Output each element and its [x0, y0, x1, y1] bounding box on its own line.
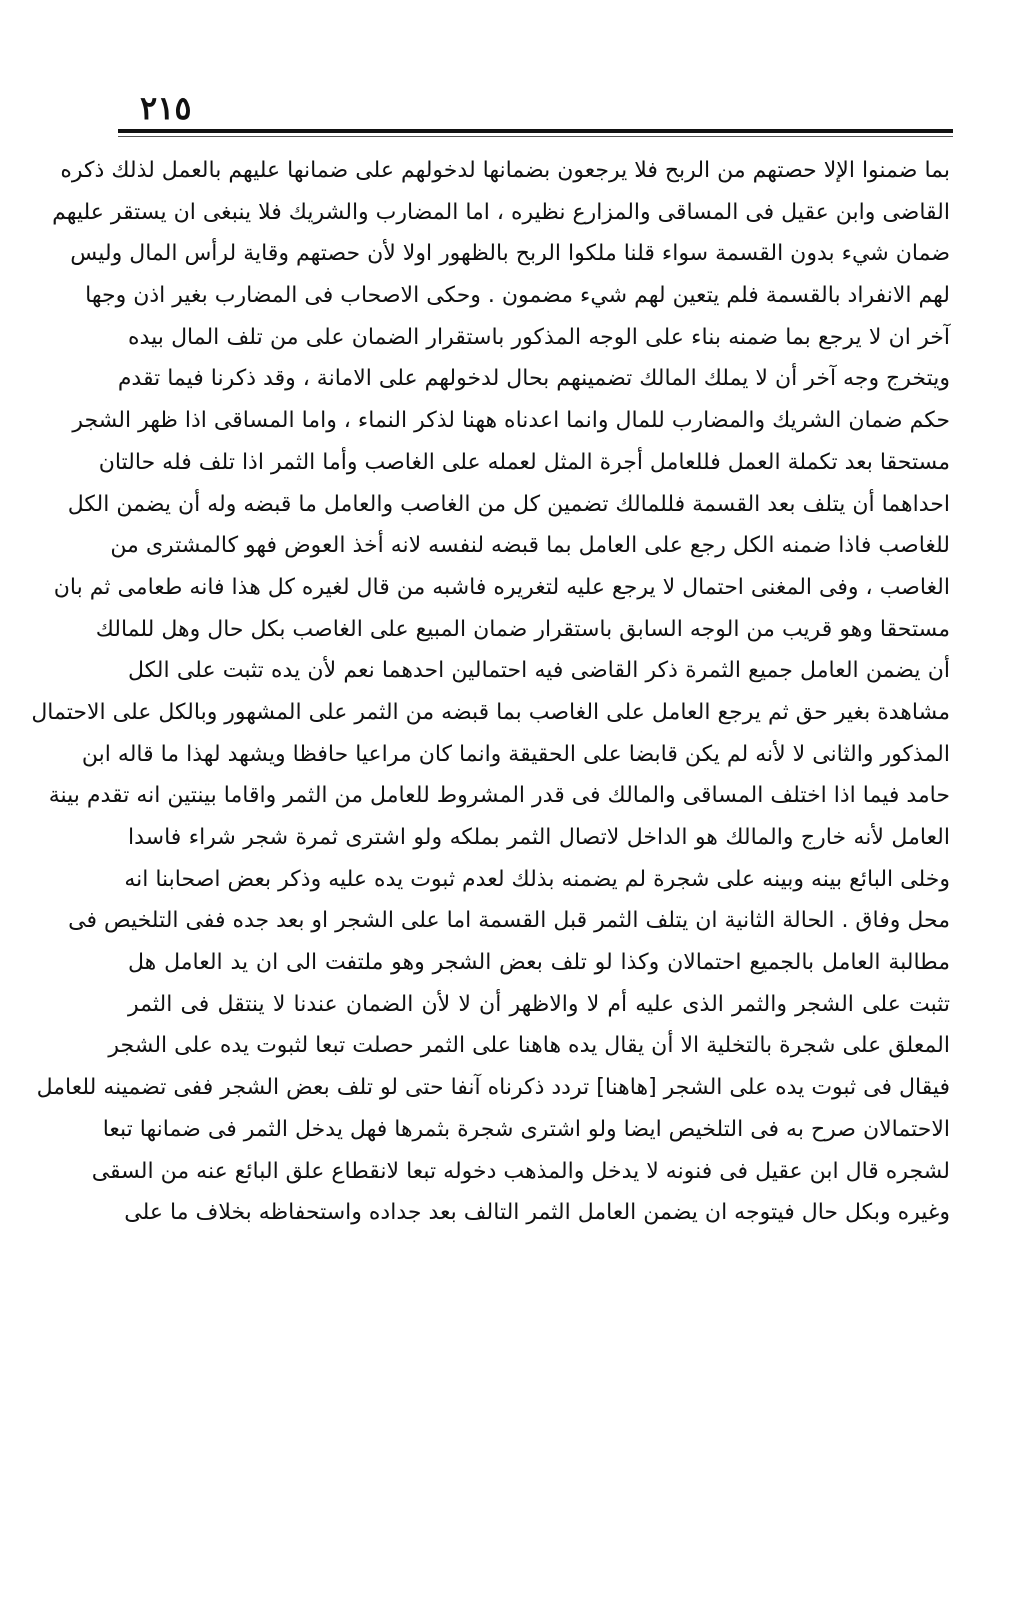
text-line: للغاصب فاذا ضمنه الكل رجع على العامل بما قبضه لنفسه لانه أخذ العوض فهو كالمشترى من: [110, 533, 950, 559]
text-line: المذكور والثانى لا لأنه لم يكن قابضا على الحقيقة وانما كان مراعيا حافظا ويشهد لهذا ما قاله ابن: [81, 741, 950, 767]
body-text: [31, 150, 950, 1234]
header-rule: [118, 129, 953, 133]
text-line: محل وفاق . الحالة الثانية ان يتلف الثمر قبل القسمة اما على الشجر او بعد جده ففى التلخيص فى: [68, 908, 950, 934]
text-line: الغاصب ، وفى المغنى احتمال لا يرجع عليه لتغريره فاشبه من قال لغيره كل هذا فانه طعامى ثم بان: [53, 574, 950, 600]
text-line: أن يضمن العامل جميع الثمرة ذكر القاضى فيه احتمالين احدهما نعم لأن يده تثبت على الكل: [128, 658, 950, 684]
text-line: مطالبة العامل بالجميع احتمالان وكذا لو تلف بعض الشجر وهو ملتفت الى ان يد العامل هل: [128, 950, 950, 976]
text-line: ضمان شيء بدون القسمة سواء قلنا ملكوا الربح بالظهور اولا لأن حصتهم وقاية لرأس المال وليس: [70, 241, 950, 267]
header-rule-thin: [118, 136, 953, 137]
text-line: تثبت على الشجر والثمر الذى عليه أم لا والاظهر أن لا لأن الضمان عندنا لا ينتقل فى الثمر: [128, 991, 950, 1017]
text-line: العامل لأنه خارج والمالك هو الداخل لاتصال الثمر بملكه ولو اشترى ثمرة شجر شراء فاسدا: [128, 825, 950, 850]
text-line: المعلق على شجرة بالتخلية الا أن يقال يده هاهنا على الثمر حصلت تبعا لثبوت يده على الشجر: [108, 1033, 950, 1059]
text-line: ويتخرج وجه آخر أن لا يملك المالك تضمينهم بحال لدخولهم على الامانة ، وقد ذكرنا فيما تقدم: [117, 366, 950, 392]
text-line: مستحقا وهو قريب من الوجه السابق باستقرار ضمان المبيع على الغاصب بكل حال وهل للمالك: [95, 616, 950, 642]
text-line: الاحتمالان صرح به فى التلخيص ايضا ولو اشترى شجرة بثمرها فهل يدخل الثمر فى ضمانها تبعا: [102, 1116, 950, 1142]
text-line: مشاهدة بغير حق ثم يرجع العامل على الغاصب بما قبضه من الثمر على المشهور وبالكل على الاحتمال: [31, 699, 950, 725]
text-line: لهم الانفراد بالقسمة فلم يتعين لهم شيء مضمون . وحكى الاصحاب فى المضارب بغير اذن وجها: [85, 283, 950, 309]
text-line: احداهما أن يتلف بعد القسمة فللمالك تضمين كل من الغاصب والعامل ما قبضه وله أن يضمن الكل: [67, 491, 950, 517]
text-line: القاضى وابن عقيل فى المساقى والمزارع نظيره ، اما المضارب والشريك فلا ينبغى ان يستقر عليهم: [52, 199, 950, 225]
text-line: بما ضمنوا الإلا حصتهم من الربح فلا يرجعون بضمانها لدخولهم على ضمانها عليهم بالعمل لذلك ذكره: [60, 158, 950, 183]
text-line: وغيره وبكل حال فيتوجه ان يضمن العامل الثمر التالف بعد جداده واستحفاظه بخلاف ما على: [124, 1200, 950, 1226]
text-line: حكم ضمان الشريك والمضارب للمال وانما اعدناه ههنا لذكر النماء ، واما المساقى اذا ظهر الشجر: [72, 408, 950, 434]
text-line: وخلى البائع بينه وبينه على شجرة لم يضمنه بذلك لعدم ثبوت يده عليه وذكر بعض اصحابنا انه: [124, 866, 950, 892]
text-line: فيقال فى ثبوت يده على الشجر [هاهنا] تردد ذكرناه آنفا حتى لو تلف بعض الشجر ففى تضمينه للعامل: [36, 1075, 950, 1101]
text-line: حامد فيما اذا اختلف المساقى والمالك فى قدر المشروط للعامل من الثمر واقاما بينتين انه تقدم بينة: [48, 783, 950, 809]
text-line: لشجره قال ابن عقيل فى فنونه لا يدخل والمذهب دخوله تبعا لانقطاع علق البائع عنه من السقى: [91, 1158, 950, 1184]
text-line: مستحقا بعد تكملة العمل فللعامل أجرة المثل لعمله على الغاصب وأما الثمر اذا تلف فله حالتان: [98, 449, 950, 475]
page-number: ٢١٥: [140, 89, 192, 127]
text-line: آخر ان لا يرجع بما ضمنه بناء على الوجه المذكور باستقرار الضمان على من تلف المال بيده: [128, 324, 950, 350]
